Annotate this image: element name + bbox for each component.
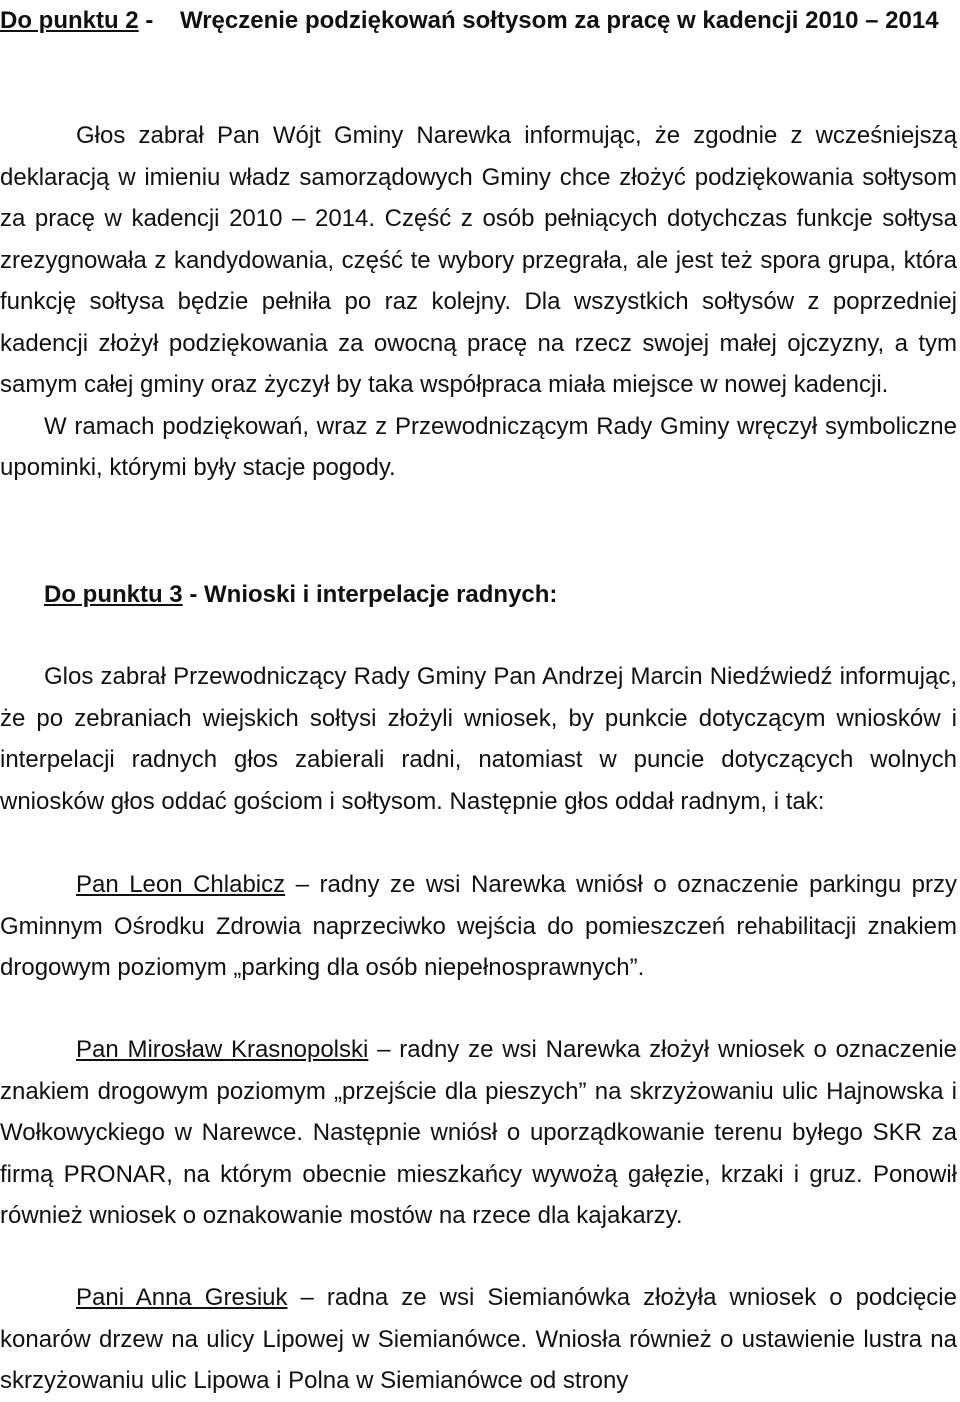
section-3-label: Do punktu 3 xyxy=(44,581,183,608)
section-3-paragraph: Glos zabrał Przewodniczący Rady Gminy Pan Andrzej Marcin Niedźwiedź informując, że po zebraniach wiejskich sołtysi złożyli wniosek, by punkcie dotyczącym wniosków i interpelacji radnych głos zabierali radni, natomiast w puncie dotyczących wolnych wniosków głos oddać gościom i sołtysom. Następnie głos oddał radnym, i tak: xyxy=(0,663,957,815)
councillor-entry xyxy=(0,1029,957,1237)
section-3-title: Wnioski i interpelacje radnych: xyxy=(204,581,558,608)
councillor-name: Pan Leon Chlabicz xyxy=(76,871,286,898)
section-2-label: Do punktu 2 xyxy=(0,7,139,34)
section-2-heading xyxy=(0,0,957,42)
section-3-heading xyxy=(44,574,957,616)
section-2-title: Wręczenie podziękowań sołtysom za pracę w kadencji 2010 – 2014 xyxy=(180,7,939,34)
councillor-entry xyxy=(0,1277,957,1402)
section-2-paragraph-2: W ramach podziękowań, wraz z Przewodniczącym Rady Gminy wręczył symboliczne upominki, którymi były stacje pogody. xyxy=(0,412,957,481)
councillor-name: Pan Mirosław Krasnopolski xyxy=(76,1036,369,1063)
councillor-entry xyxy=(0,864,957,989)
section-2-content xyxy=(0,115,957,489)
councillor-text: – radna ze wsi Siemianówka złożyła wniosek o podcięcie konarów drzew na ulicy Lipowej w Siemianówce. Wniosła również o ustawienie lustra na skrzyżowaniu ulic Lipowa i Polna w Siemianówce od strony xyxy=(0,1284,957,1394)
councillor-text: – radny ze wsi Narewka złożył wniosek o oznaczenie znakiem drogowym poziomym „przejście dla pieszych” na skrzyżowaniu ulic Hajnowska i Wołkowyckiego w Narewce. Następnie wniósł o uporządkowanie terenu byłego SKR za firmą PRONAR, na którym obecnie mieszkańcy wywożą gałęzie, krzaki i gruz. Ponowił również wniosek o oznakowanie mostów na rzece dla kajakarzy. xyxy=(0,1036,957,1229)
councillor-name: Pani Anna Gresiuk xyxy=(76,1284,288,1311)
section-2-paragraph: Głos zabrał Pan Wójt Gminy Narewka informując, że zgodnie z wcześniejszą deklaracją w imieniu władz samorządowych Gminy chce złożyć podziękowania sołtysom za pracę w kadencji 2010 – 2014. Część z osób pełniących dotychczas funkcje sołtysa zrezygnowała z kandydowania, część te wybory przegrała, ale jest też spora grupa, która funkcję sołtysa będzie pełniła po raz kolejny. Dla wszystkich sołtysów z poprzedniej kadencji złożył podziękowania za owocną pracę na rzecz swojej małej ojczyzny, a tym samym całej gminy oraz życzył by taka współpraca miała miejsce w nowej kadencji. xyxy=(0,122,957,398)
councillor-text: – radny ze wsi Narewka wniósł o oznaczenie parkingu przy Gminnym Ośrodku Zdrowia naprzeciwko wejścia do pomieszczeń rehabilitacji znakiem drogowym poziomym „parking dla osób niepełnosprawnych”. xyxy=(0,871,957,981)
section-3-separator: - xyxy=(189,581,198,608)
section-2-separator: - xyxy=(145,7,154,34)
